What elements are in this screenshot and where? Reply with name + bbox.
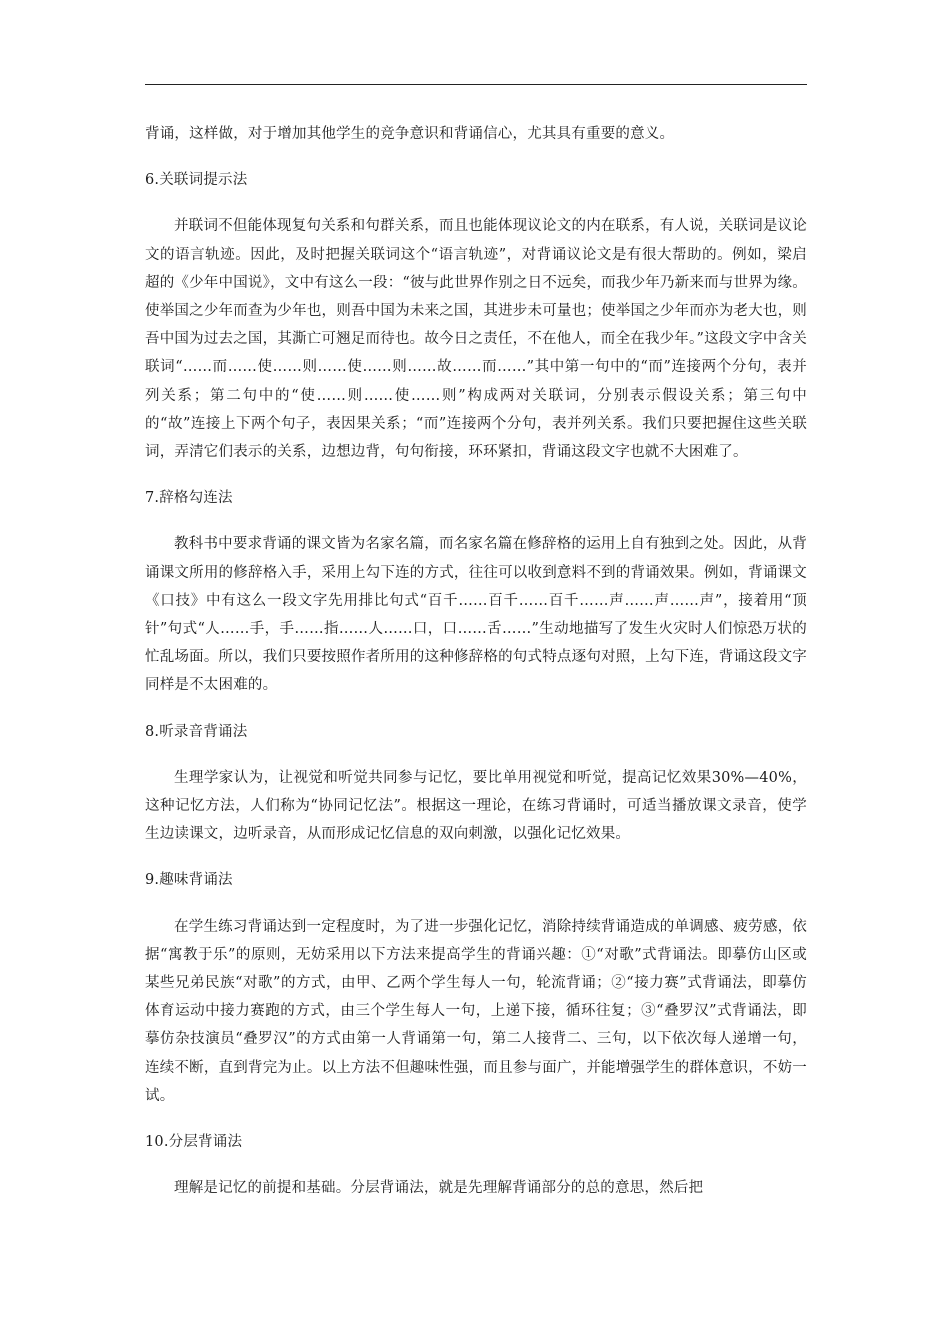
continued-paragraph: 背诵，这样做，对于增加其他学生的竞争意识和背诵信心，尤其具有重要的意义。 xyxy=(145,126,675,142)
section-heading-10: 10.分层背诵法 xyxy=(145,1134,243,1151)
header-rule xyxy=(145,84,807,85)
section-body-6: 并联词不但能体现复句关系和句群关系，而且也能体现议论文的内在联系，有人说，关联词是议论文的语言轨迹。因此，及时把握关联词这个“语言轨迹”，对背诵议论文是有很大帮助的。例如，梁启超的《少年中国说》，文中有这么一段：“彼与此世界作别之日不远矣，而我少年乃新来而与世界为缘。使举国之少年而查为少年也，则吾中国为未来之国，其进步未可量也；使举国之少年而亦为老大也，则吾中国为过去之国，其澌亡可翘足而待也。故今日之责任，不在他人，而全在我少年。”这段文字中含关联词“……而……使……则……使……则……故……而……”其中第一句中的“而”连接两个分句，表并列关系；第二句中的“使……则……使……则”构成两对关联词，分别表示假设关系；第三句中的“故”连接上下两个句子，表因果关系；“而”连接两个分句，表并列关系。我们只要把握住这些关联词，弄清它们表示的关系，边想边背，句句衔接，环环紧扣，背诵这段文字也就不大困难了。 xyxy=(145,218,807,461)
section-body-8: 生理学家认为，让视觉和听觉共同参与记忆，要比单用视觉和听觉，提高记忆效果30%—40%，这种记忆方法，人们称为“协同记忆法”。根据这一理论，在练习背诵时，可适当播放课文录音，使学生边读课文，边听录音，从而形成记忆信息的双向刺激，以强化记忆效果。 xyxy=(145,769,807,843)
section-body-9: 在学生练习背诵达到一定程度时，为了进一步强化记忆，消除持续背诵造成的单调感、疲劳感，依据“寓教于乐”的原则，无妨采用以下方法来提高学生的背诵兴趣：①“对歌”式背诵法。即摹仿山区或某些兄弟民族“对歌”的方式，由甲、乙两个学生每人一句，轮流背诵；②“接力赛”式背诵法，即摹仿体育运动中接力赛跑的方式，由三个学生每人一句，上递下接，循环往复；③“叠罗汉”式背诵法，即摹仿杂技演员“叠罗汉”的方式由第一人背诵第一句，第二人接背二、三句，以下依次每人递增一句，连续不断，直到背完为止。以上方法不但趣味性强，而且参与面广，并能增强学生的群体意识，不妨一试。 xyxy=(145,918,807,1104)
section-heading-9: 9.趣味背诵法 xyxy=(145,872,233,889)
document-body xyxy=(145,120,807,1203)
section-heading-7: 7.辞格勾连法 xyxy=(145,490,233,507)
section-body-7: 教科书中要求背诵的课文皆为名家名篇，而名家名篇在修辞格的运用上自有独到之处。因此，从背诵课文所用的修辞格入手，采用上勾下连的方式，往往可以收到意料不到的背诵效果。例如，背诵课文《口技》中有这么一段文字先用排比句式“百千……百千……百千……声……声……声”，接着用“顶针”句式“人……手，手……指……人……口，口……舌……”生动地描写了发生火灾时人们惊恐万状的忙乱场面。所以，我们只要按照作者所用的这种修辞格的句式特点逐句对照，上勾下连，背诵这段文字同样是不太困难的。 xyxy=(145,536,807,694)
section-heading-6: 6.关联词提示法 xyxy=(145,172,248,189)
section-body-10: 理解是记忆的前提和基础。分层背诵法，就是先理解背诵部分的总的意思，然后把 xyxy=(174,1180,704,1197)
section-heading-8: 8.听录音背诵法 xyxy=(145,723,248,740)
